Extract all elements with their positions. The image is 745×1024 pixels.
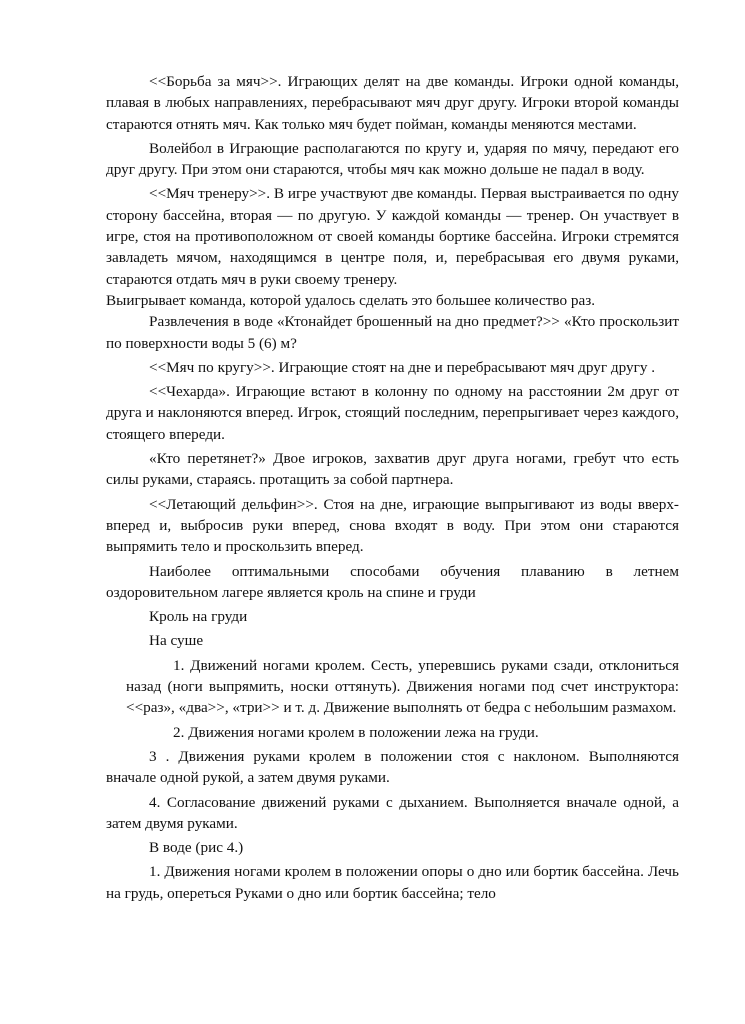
paragraph-water-fun: Развлечения в воде «Ктонайдет брошенный на дно предмет?>> «Кто проскользит по поверхности воды 5 (6) м? (106, 313, 679, 352)
list-item-land-4: 4. Согласование движений руками с дыханием. Выполняется вначале одной, а затем двумя руками. (106, 793, 679, 832)
paragraph-ball-fight: <<Борьба за мяч>>. Играющих делят на две команды. Игроки одной команды, плавая в любых направлениях, перебрасывают мяч друг другу. Игроки второй команды стараются отнять мяч. Как только мяч будет пойман, команды меняются местами. (106, 73, 679, 133)
list-item-land-2: 2. Движения ногами кролем в положении лежа на груди. (173, 723, 539, 741)
paragraph-winner: Выигрывает команда, которой удалось сделать это большее количество раз. (106, 291, 595, 309)
paragraph-optimal-methods: Наиболее оптимальными способами обучения плаванию в летнем оздоровительном лагере является кроль на спине и груди (106, 562, 679, 601)
paragraph-volleyball: Волейбол в Играющие располагаются по кругу и, ударяя по мячу, передают его друг другу. При этом они стараются, чтобы мяч как можно дольше не падал в воду. (106, 139, 679, 179)
heading-on-land: На суше (149, 632, 204, 650)
paragraph-flying-dolphin: <<Летающий дельфин>>. Стоя на дне, играющие выпрыгивают из воды вверх-вперед и, выбросив руки вперед, снова входят в воду. При этом они стараются выпрямить тело и проскользить вперед. (106, 495, 679, 556)
heading-front-crawl: Кроль на груди (149, 608, 248, 626)
paragraph-ball-in-circle: <<Мяч по кругу>>. Играющие стоят на дне и перебрасывают мяч друг другу . (149, 358, 656, 376)
list-item-land-3: 3 . Движения руками кролем в положении стоя с наклоном. Выполняются вначале одной рукой, а затем двумя руками. (106, 747, 679, 787)
paragraph-tug: «Кто перетянет?» Двое игроков, захватив друг друга ногами, гребут что есть силы руками, стараясь. протащить за собой партнера. (106, 450, 679, 489)
list-item-water-1: 1. Движения ногами кролем в положении опоры о дно или бортик бассейна. Лечь на грудь, опереться Руками о дно или бортик бассейна; тело (106, 863, 679, 902)
list-item-land-1: 1. Движений ногами кролем. Сесть, уперевшись руками сзади, отклониться назад (ноги выпрямить, носки оттянуть). Движения ногами под счет инструктора: <<раз», «два>>, «три>> и т. д. Движение выполнять от бедра с небольшим размахом. (126, 656, 679, 717)
document-body (106, 71, 679, 904)
paragraph-ball-to-coach: <<Мяч тренеру>>. В игре участвуют две команды. Первая выстраивается по одну сторону бассейна, вторая — по другую. У каждой команды — тренер. Он участвует в игре, стоя на противоположном от своей команды бортике бассейна. Игроки стремятся завладеть мячом, находящимся в центре поля, и, перебрасывая его двумя руками, стараются отдать мяч в руки своему тренеру. (106, 185, 679, 288)
paragraph-leapfrog: <<Чехарда». Играющие встают в колонну по одному на расстоянии 2м друг от друга и наклоняются вперед. Игрок, стоящий последним, перепрыгивает через каждого, стоящего впереди. (106, 383, 679, 443)
heading-in-water: В воде (рис 4.) (149, 839, 244, 857)
